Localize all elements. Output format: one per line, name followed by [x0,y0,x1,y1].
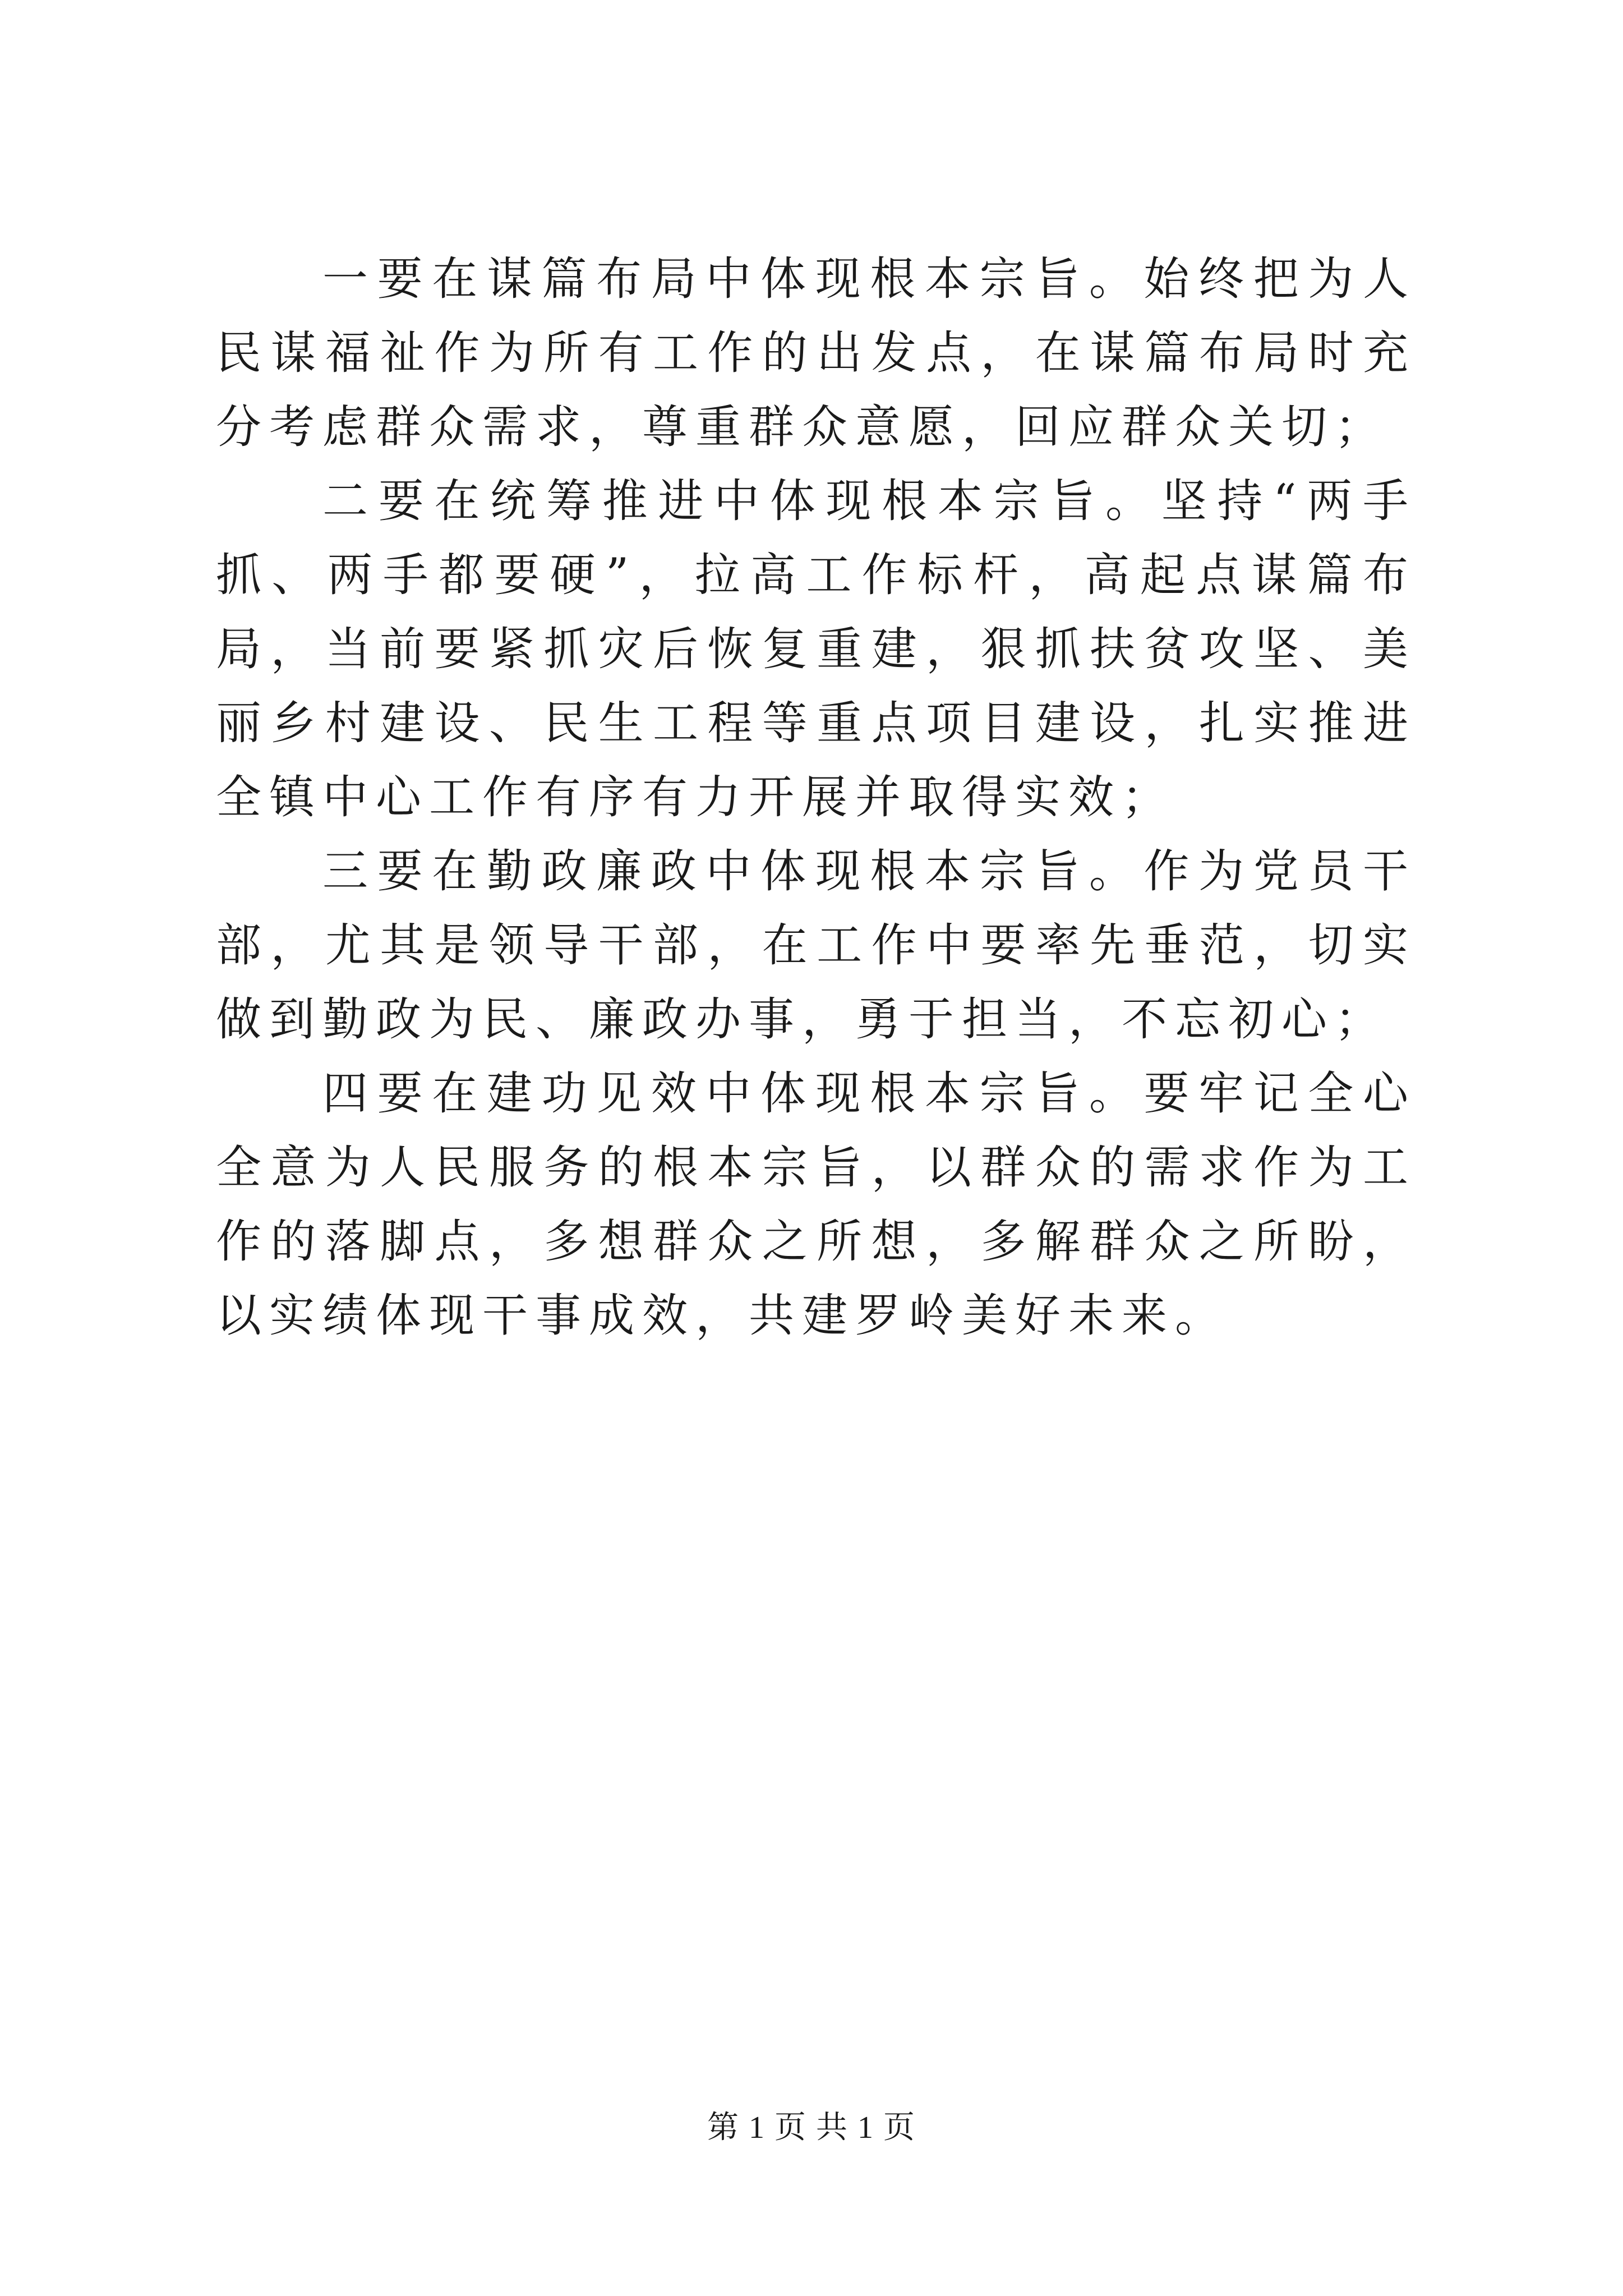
paragraph-3: 三要在勤政廉政中体现根本宗旨。作为党员干部，尤其是领导干部，在工作中要率先垂范，切实做到勤政为民、廉政办事，勇于担当，不忘初心； [216,845,1416,1046]
document-body [216,242,1416,1353]
page-footer [0,2108,1623,2147]
paragraph-4: 四要在建功见效中体现根本宗旨。要牢记全心全意为人民服务的根本宗旨，以群众的需求作为工作的落脚点，多想群众之所想，多解群众之所盼，以实绩体现干事成效，共建罗岭美好未来。 [216,1068,1416,1342]
paragraph-2: 二要在统筹推进中体现根本宗旨。坚持“两手抓、两手都要硬”，拉高工作标杆，高起点谋篇布局，当前要紧抓灾后恢复重建，狠抓扶贫攻坚、美丽乡村建设、民生工程等重点项目建设，扎实推进全镇中心工作有序有力开展并取得实效； [216,475,1416,824]
page-number-indicator: 第 1 页 共 1 页 [707,2110,916,2145]
paragraph-1: 一要在谋篇布局中体现根本宗旨。始终把为人民谋福祉作为所有工作的出发点，在谋篇布局时充分考虑群众需求，尊重群众意愿，回应群众关切； [216,253,1416,454]
